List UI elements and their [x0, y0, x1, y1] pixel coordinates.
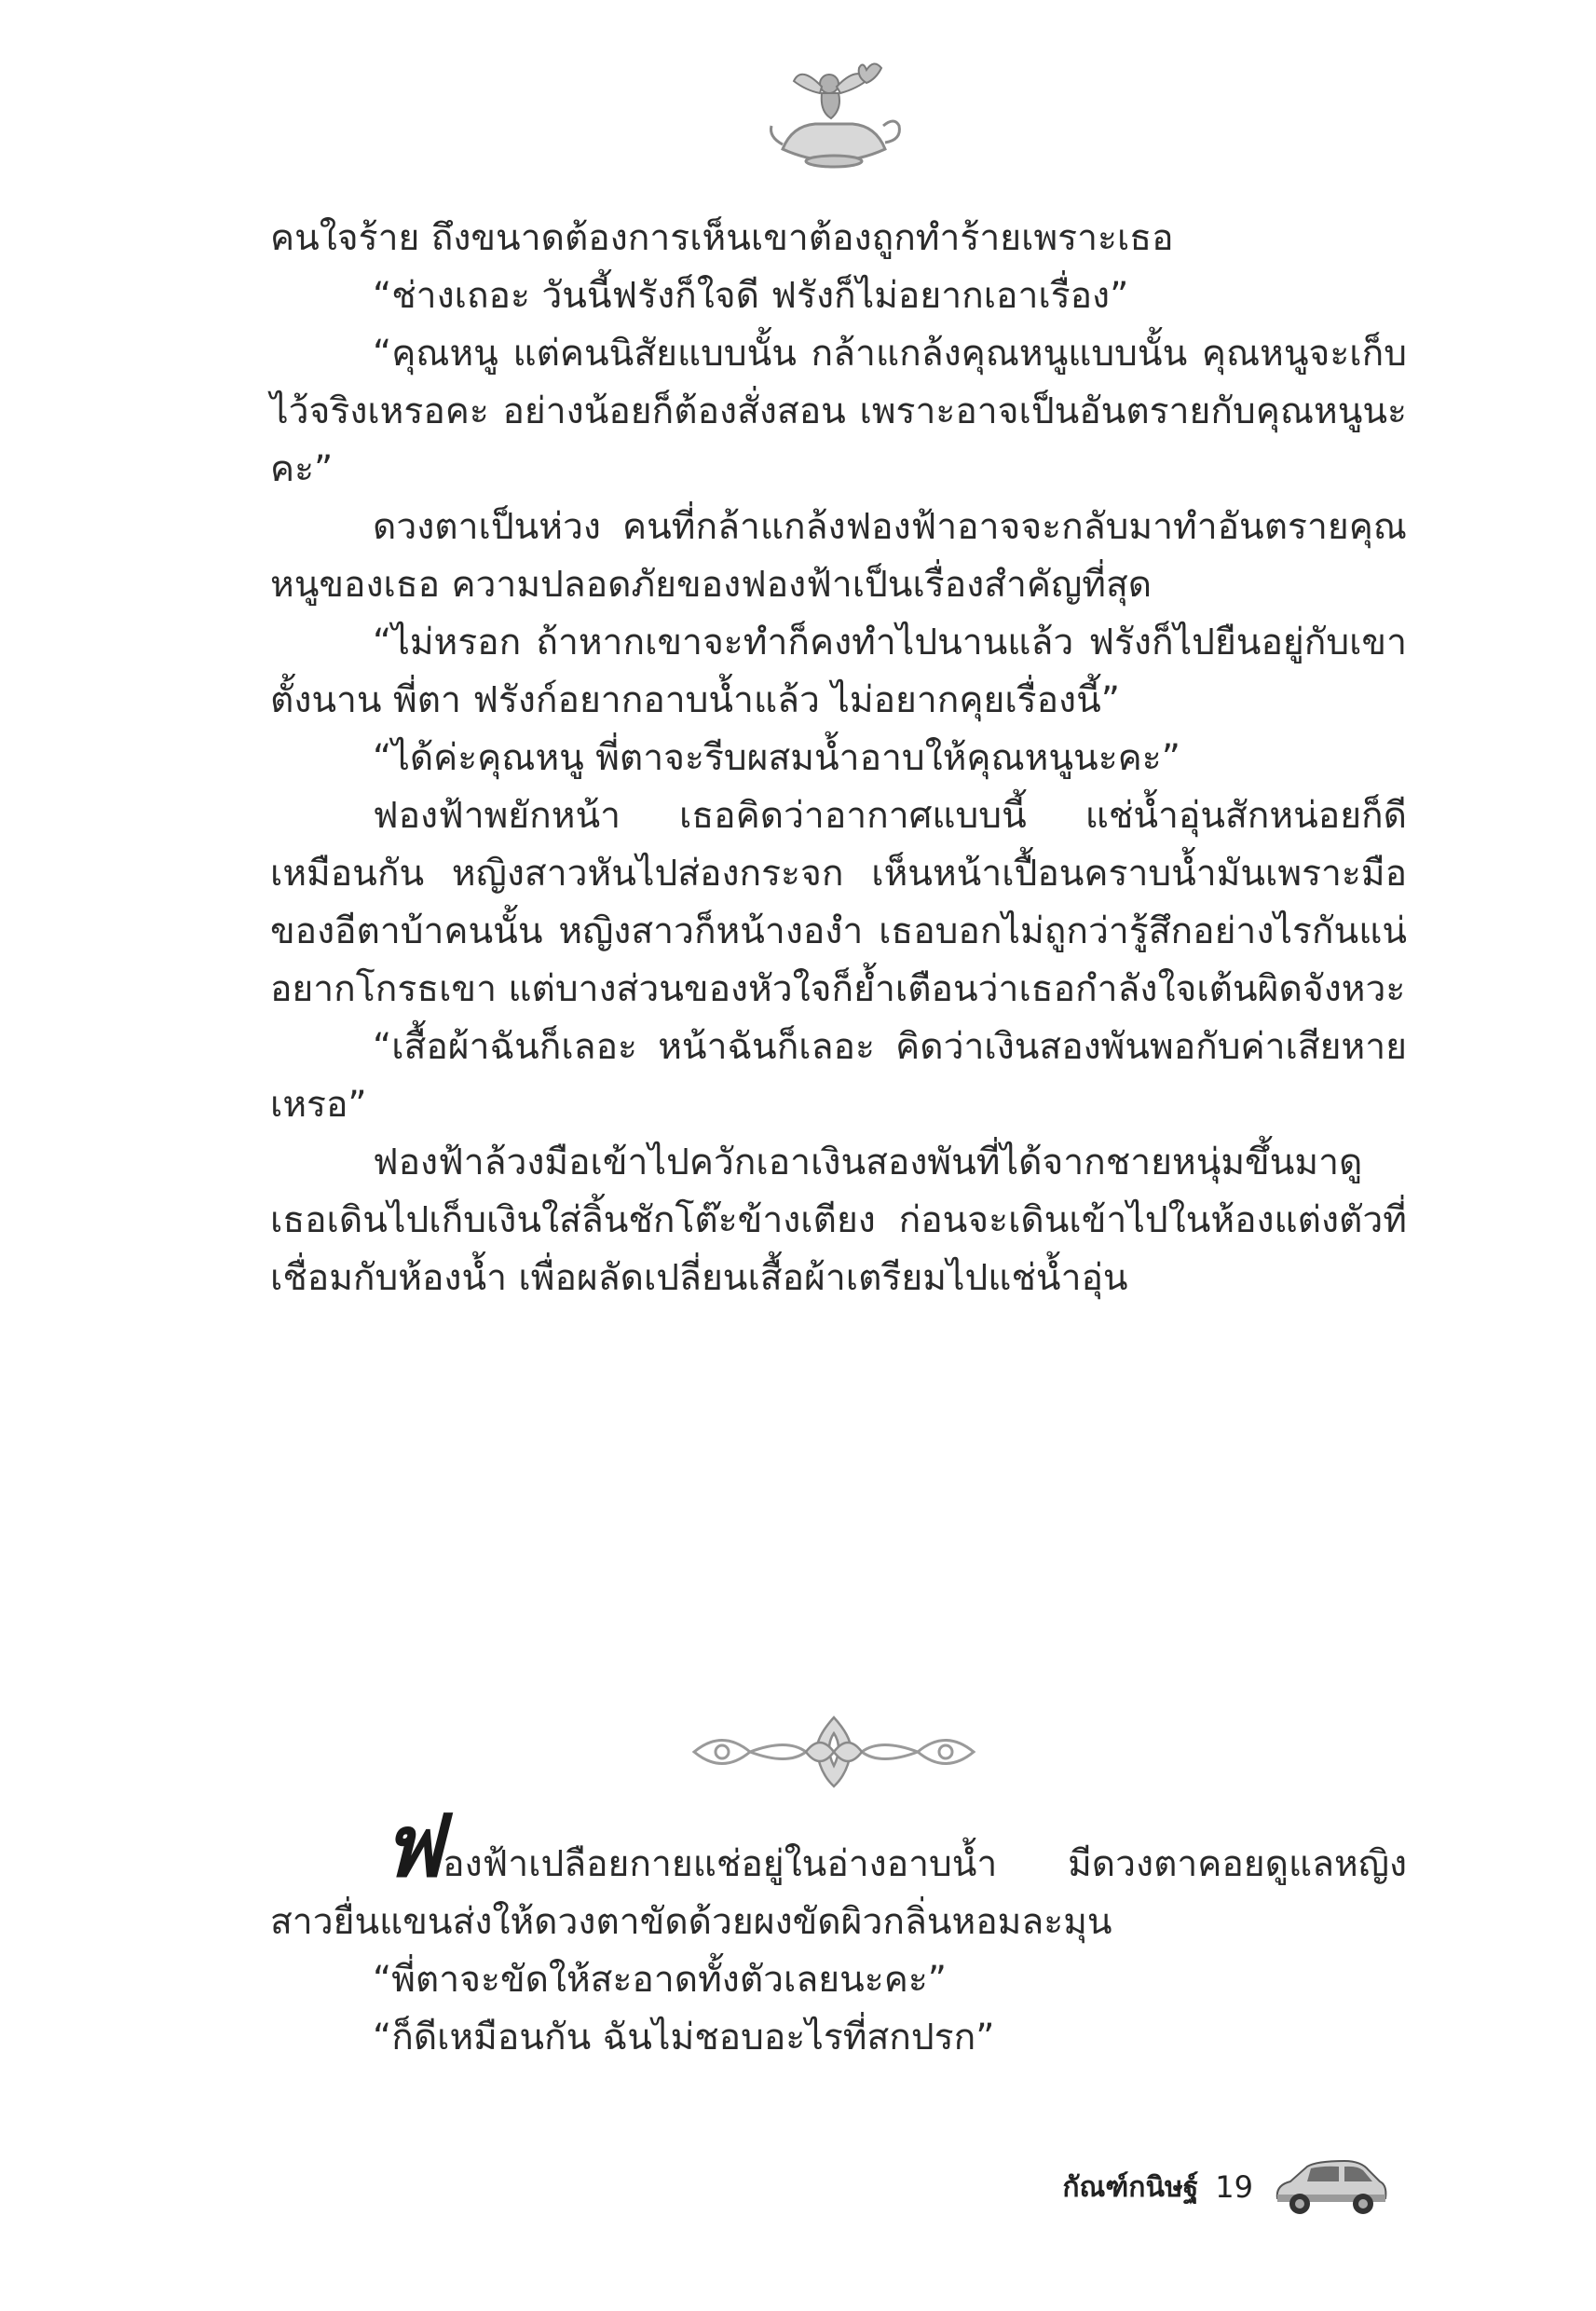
book-title: กัณฑ์กนิษฐ์: [1062, 2170, 1199, 2204]
paragraph: ฟองฟ้าล้วงมือเข้าไปควักเอาเงินสองพันที่ได้จากชายหนุ่มขึ้นมาดูเธอเดินไปเก็บเงินใส่ลิ้นชักโต๊ะข้างเตียง ก่อนจะเดินเข้าไปในห้องแต่งตัวที่เชื่อมกับห้องน้ำ เพื่อผลัดเปลี่ยนเสื้อผ้าเตรียมไปแช่น้ำอุ่น: [270, 1142, 1407, 1299]
paragraph: “ไม่หรอก ถ้าหากเขาจะทำก็คงทำไปนานแล้ว ฟรังก็ไปยืนอยู่กับเขาตั้งนาน พี่ตา ฟรังก์อยากอาบน้ำแล้ว ไม่อยากคุยเรื่องนี้”: [270, 622, 1407, 721]
genie-lamp-ornament-icon: [764, 51, 904, 172]
drop-cap: ฟ: [382, 1796, 443, 1896]
page-number: 19: [1215, 2169, 1253, 2205]
section-two-text: [270, 1796, 1407, 2067]
paragraph: ดวงตาเป็นห่วง คนที่กล้าแกล้งฟองฟ้าอาจจะกลับมาทำอันตรายคุณหนูของเธอ ความปลอดภัยของฟองฟ้าเป็นเรื่องสำคัญที่สุด: [270, 506, 1407, 606]
page-footer: [1062, 2157, 1391, 2217]
scene-divider-ornament-icon: [685, 1710, 983, 1794]
car-icon: [1270, 2157, 1391, 2217]
paragraph: “ก็ดีเหมือนกัน ฉันไม่ชอบอะไรที่สกปรก”: [373, 2017, 995, 2058]
paragraph-with-dropcap: [270, 1796, 1407, 1951]
paragraph: “ช่างเถอะ วันนี้ฟรังก็ใจดี ฟรังก็ไม่อยากเอาเรื่อง”: [373, 275, 1129, 317]
paragraph: คนใจร้าย ถึงขนาดต้องการเห็นเขาต้องถูกทำร้ายเพราะเธอ: [270, 217, 1174, 259]
paragraph: “เสื้อผ้าฉันก็เลอะ หน้าฉันก็เลอะ คิดว่าเงินสองพันพอกับค่าเสียหายเหรอ”: [270, 1026, 1407, 1126]
paragraph: “คุณหนู แต่คนนิสัยแบบนั้น กล้าแกล้งคุณหนูแบบนั้น คุณหนูจะเก็บไว้จริงเหรอคะ อย่างน้อยก็ต้องสั่งสอน เพราะอาจเป็นอันตรายกับคุณหนูนะคะ”: [270, 333, 1407, 490]
paragraph-rest: องฟ้าเปลือยกายแช่อยู่ในอ่างอาบน้ำ มีดวงตาคอยดูแลหญิงสาวยื่นแขนส่งให้ดวงตาขัดด้วยผงขัดผิวกลิ่นหอมละมุน: [270, 1843, 1407, 1943]
body-text: [270, 210, 1407, 1307]
paragraph: “ได้ค่ะคุณหนู พี่ตาจะรีบผสมน้ำอาบให้คุณหนูนะคะ”: [373, 737, 1180, 779]
paragraph: “พี่ตาจะขัดให้สะอาดทั้งตัวเลยนะคะ”: [373, 1959, 947, 2001]
paragraph: ฟองฟ้าพยักหน้า เธอคิดว่าอากาศแบบนี้ แช่น้ำอุ่นสักหน่อยก็ดีเหมือนกัน หญิงสาวหันไปส่องกระจก เห็นหน้าเปื้อนคราบน้ำมันเพราะมือของอีตาบ้าคนนั้น หญิงสาวก็หน้างองำ เธอบอกไม่ถูกว่ารู้สึกอย่างไรกันแน่ อยากโกรธเขา แต่บางส่วนของหัวใจก็ย้ำเตือนว่าเธอกำลังใจเต้นผิดจังหวะ: [270, 795, 1407, 1010]
